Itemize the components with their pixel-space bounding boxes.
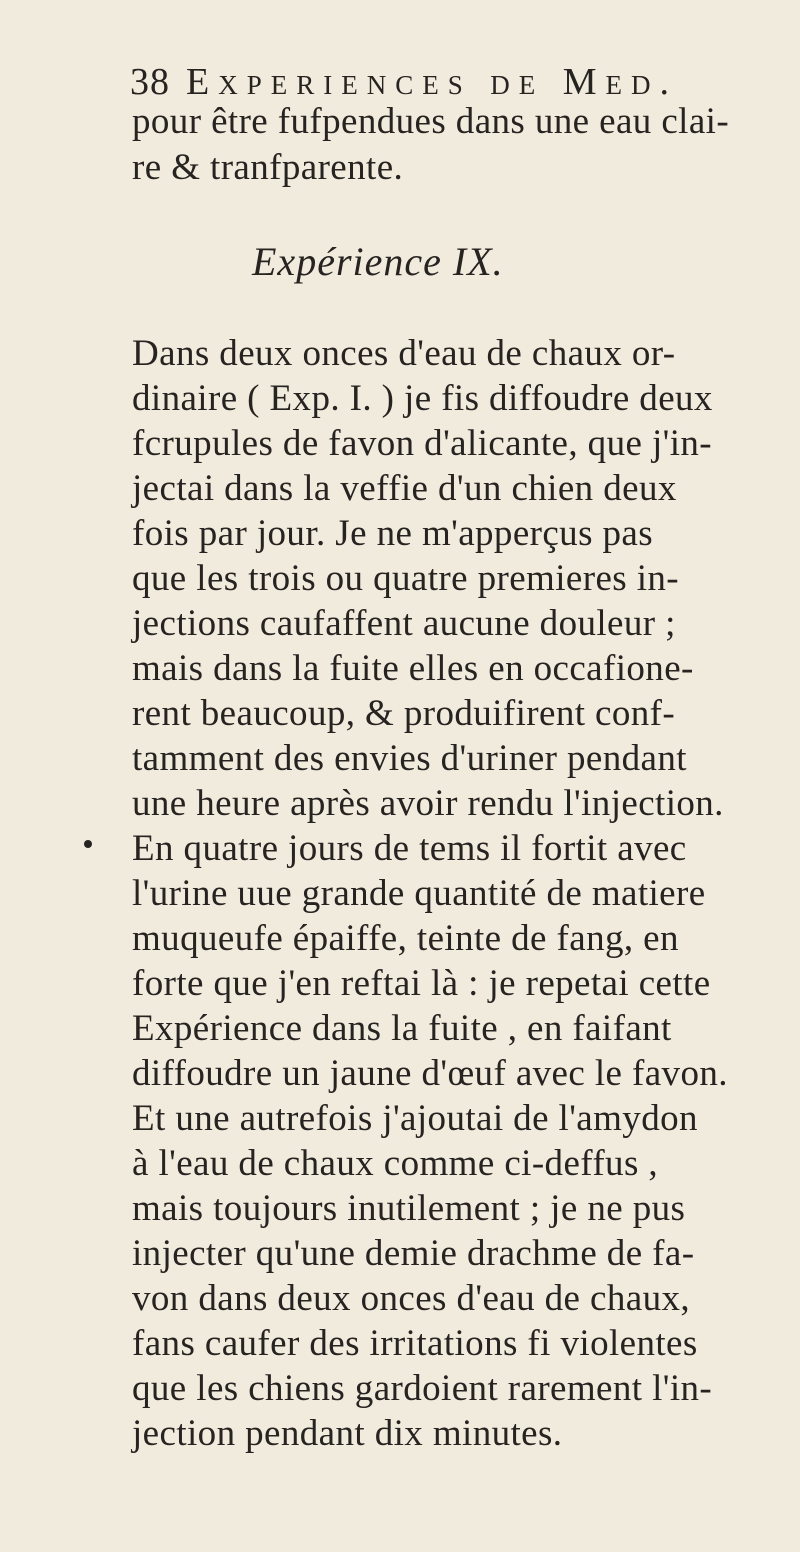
paragraph-line: fois par jour. Je ne m'apperçus pas (132, 513, 654, 554)
body-line: re & tranfparente. (132, 147, 404, 188)
paragraph-line: que les trois ou quatre premieres in- (132, 558, 680, 599)
section-heading: Expérience IX. (252, 239, 504, 284)
paragraph-line: tamment des envies d'uriner pendant (132, 738, 687, 779)
paragraph-line: jections caufaffent aucune douleur ; (132, 603, 676, 644)
paragraph-line: jection pendant dix minutes. (132, 1413, 563, 1454)
paragraph-line: von dans deux onces d'eau de chaux, (132, 1278, 691, 1319)
margin-ink-dot (84, 840, 92, 848)
body-line: pour être fufpendues dans une eau clai- (132, 101, 730, 142)
paragraph-line: fans caufer des irritations fi violentes (132, 1323, 698, 1364)
paragraph-line: En quatre jours de tems il fortit avec (132, 828, 687, 869)
paragraph-line: une heure après avoir rendu l'injection. (132, 783, 724, 824)
paragraph-line: que les chiens gardoient rarement l'in- (132, 1368, 713, 1409)
paragraph-line: dinaire ( Exp. I. ) je fis diffoudre deux (132, 378, 713, 419)
paragraph-line: diffoudre un jaune d'œuf avec le favon. (132, 1053, 728, 1094)
paragraph-line: mais dans la fuite elles en occafione- (132, 648, 694, 689)
paragraph-line: mais toujours inutilement ; je ne pus (132, 1188, 686, 1229)
paragraph-line: forte que j'en reftai là : je repetai cette (132, 963, 711, 1004)
paragraph-line: Et une autrefois j'ajoutai de l'amydon (132, 1098, 698, 1139)
paragraph-line: fcrupules de favon d'alicante, que j'in- (132, 423, 712, 464)
paragraph-line: Expérience dans la fuite , en faifant (132, 1008, 672, 1049)
paragraph-line: l'urine uue grande quantité de matiere (132, 873, 706, 914)
paragraph-line: injecter qu'une demie drachme de fa- (132, 1233, 695, 1274)
paragraph-line: rent beaucoup, & produifirent conf- (132, 693, 676, 734)
running-head: Experiences de Med. (186, 61, 678, 103)
paragraph-line: muqueufe épaiffe, teinte de fang, en (132, 918, 679, 959)
paragraph-line: à l'eau de chaux comme ci-deffus , (132, 1143, 659, 1184)
paragraph-line: Dans deux onces d'eau de chaux or- (132, 333, 676, 374)
page-number: 38 (130, 61, 170, 103)
paragraph-line: jectai dans la veffie d'un chien deux (132, 468, 677, 509)
